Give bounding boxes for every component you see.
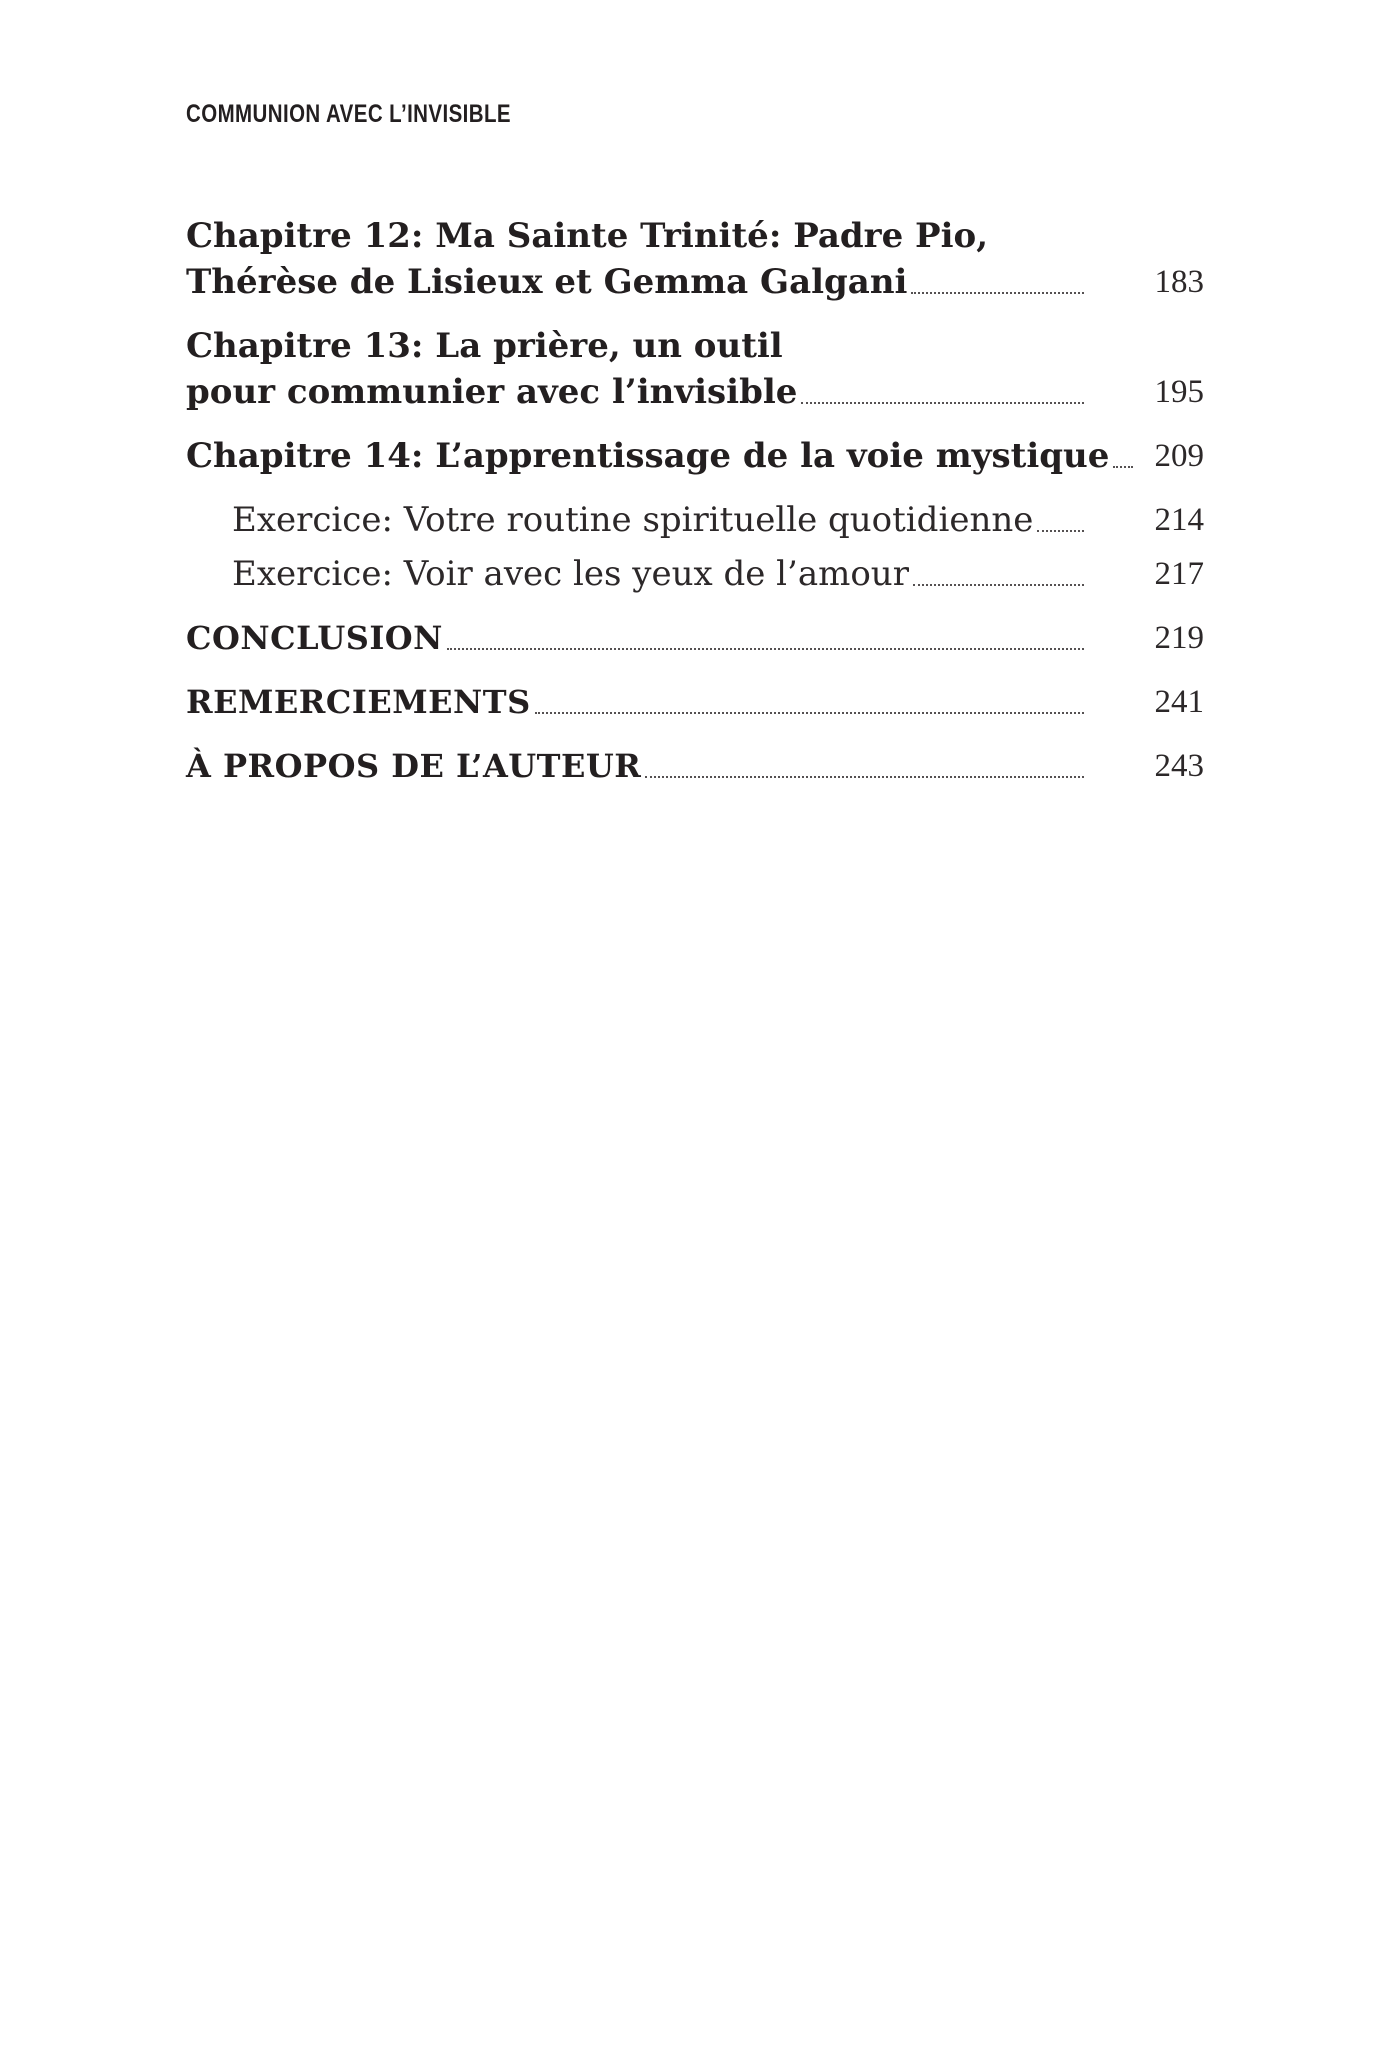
running-head: COMMUNION AVEC L’INVISIBLE xyxy=(186,100,512,128)
page-number: 195 xyxy=(1154,374,1204,410)
dot-leader xyxy=(645,775,1084,778)
dot-leader xyxy=(913,583,1084,586)
toc-entry-title: Exercice: Voir avec les yeux de l’amour xyxy=(232,554,909,594)
dot-leader xyxy=(447,647,1084,650)
toc-entry-title-line2: Thérèse de Lisieux et Gemma Galgani xyxy=(186,262,908,302)
toc-entry-exercise-amour[interactable] xyxy=(186,551,1204,597)
page-number: 217 xyxy=(1154,556,1204,592)
dot-leader xyxy=(1037,529,1084,532)
dot-leader xyxy=(911,291,1084,294)
toc-entry-chapter-12[interactable] xyxy=(186,213,1204,305)
toc-entry-title: REMERCIEMENTS xyxy=(186,683,531,721)
page-number: 243 xyxy=(1154,748,1204,784)
page-number: 214 xyxy=(1154,502,1204,538)
toc-entry-title: À PROPOS DE L’AUTEUR xyxy=(186,747,642,785)
page-number: 219 xyxy=(1154,620,1204,656)
table-of-contents xyxy=(186,213,1204,807)
page-number: 183 xyxy=(1154,264,1204,300)
toc-entry-remerciements[interactable] xyxy=(186,679,1204,725)
toc-entry-title-line1: Chapitre 12: Ma Sainte Trinité: Padre Pio, xyxy=(186,216,989,256)
toc-entry-exercise-routine[interactable] xyxy=(186,497,1204,543)
toc-entry-title: CONCLUSION xyxy=(186,619,443,657)
toc-entry-conclusion[interactable] xyxy=(186,615,1204,661)
dot-leader xyxy=(801,401,1084,404)
toc-entry-a-propos-auteur[interactable] xyxy=(186,743,1204,789)
page-number: 209 xyxy=(1154,438,1204,474)
toc-entry-title-line2: pour communier avec l’invisible xyxy=(186,372,798,412)
toc-entry-chapter-13[interactable] xyxy=(186,323,1204,415)
toc-entry-title: Chapitre 14: L’apprentissage de la voie mystique xyxy=(186,436,1110,476)
page-number: 241 xyxy=(1154,684,1204,720)
dot-leader xyxy=(535,711,1084,714)
toc-entry-chapter-14[interactable] xyxy=(186,433,1204,479)
toc-entry-title: Exercice: Votre routine spirituelle quotidienne xyxy=(232,500,1034,540)
toc-entry-title-line1: Chapitre 13: La prière, un outil xyxy=(186,326,783,366)
